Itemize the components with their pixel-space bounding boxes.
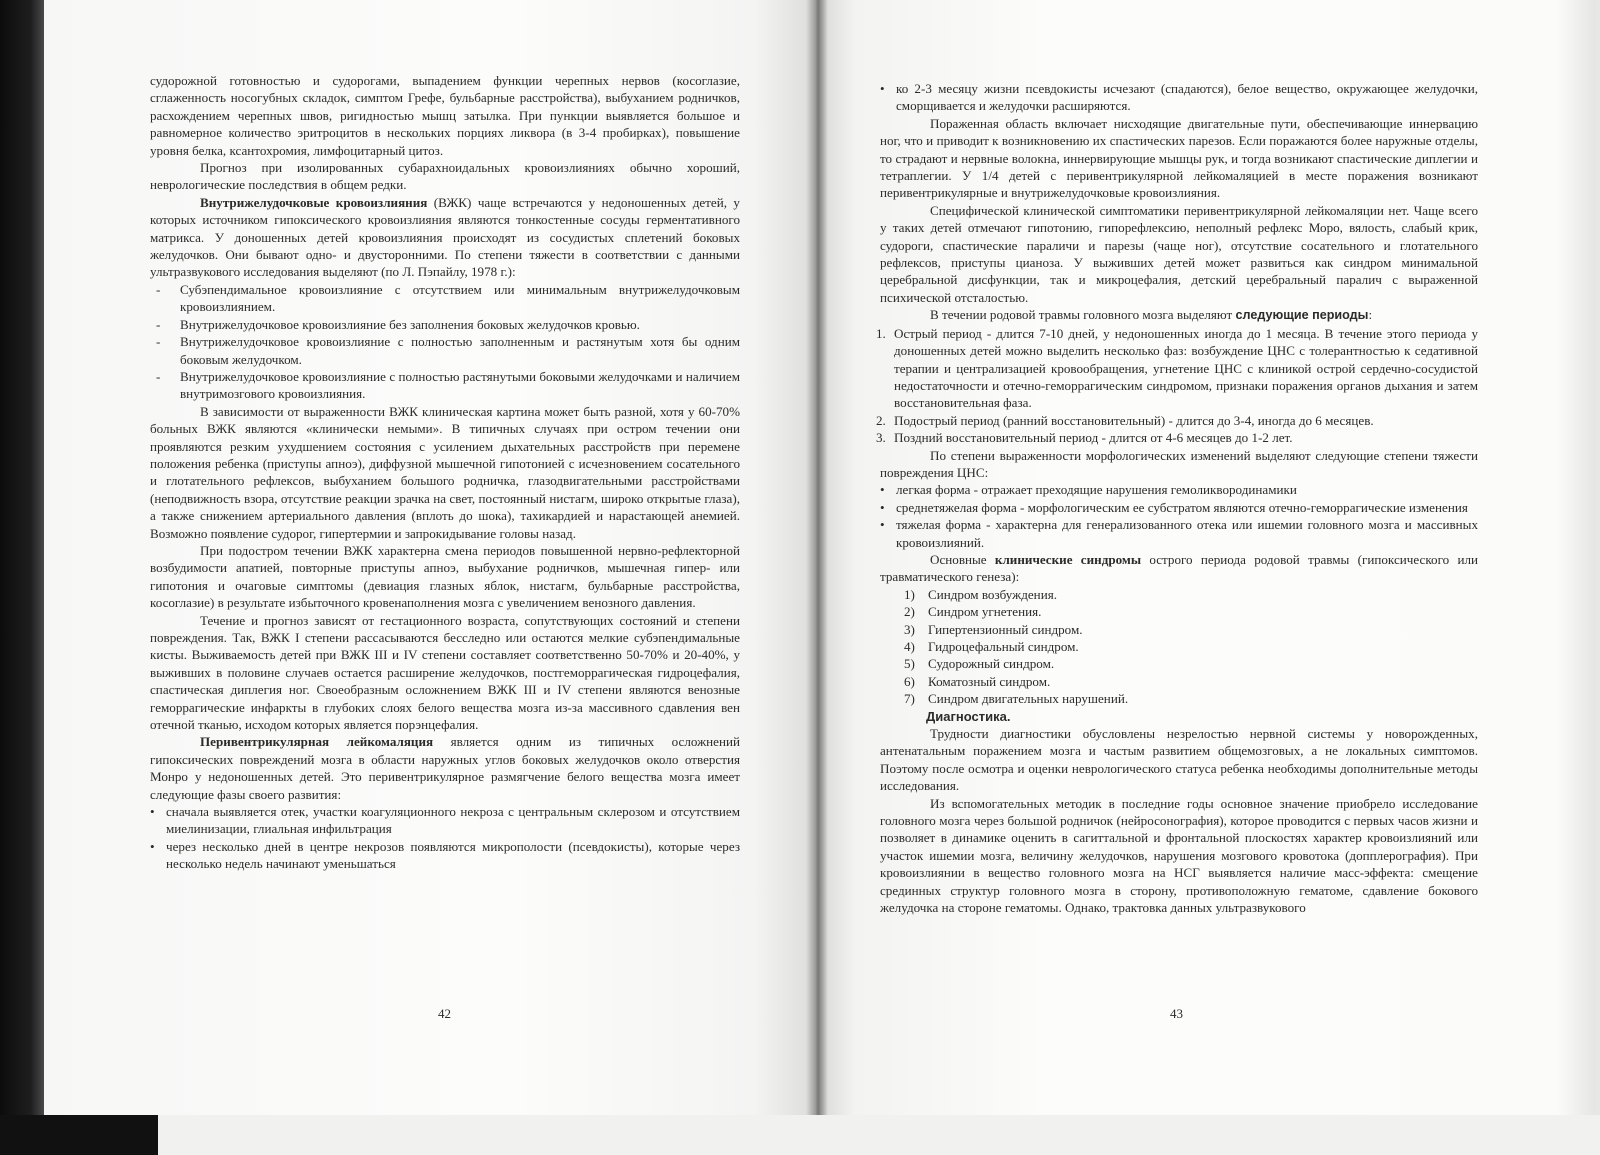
list-item: • через несколько дней в центре некрозов появляются микрополости (псевдокисты), которые через несколько недель начинают уменьшаться xyxy=(150,838,740,872)
list-item: 7) Синдром двигательных нарушений. xyxy=(904,691,1129,707)
term-heading: Внутрижелудочковые кровоизлияния xyxy=(200,194,428,210)
pvl-phase-list-continued xyxy=(880,80,1478,115)
term-heading: Перивентрикулярная лейкомаляция xyxy=(200,734,434,750)
list-item: 4) Гидроцефальный синдром. xyxy=(904,639,1079,654)
list-item: • сначала выявляется отек, участки коагуляционного некроза с центральным склерозом и отсутствием миелинизации, глиальная инфильтрация xyxy=(150,804,740,837)
list-item: • легкая форма - отражает преходящие нарушения гемоликвородинамики xyxy=(880,482,1297,498)
list-item: - Субэпендимальное кровоизлияние с отсутствием или минимальным внутрижелудочковым кровоизлиянием. xyxy=(156,281,740,315)
list-item: 5) Судорожный синдром. xyxy=(904,656,1055,672)
paragraph: Из вспомогательных методик в последние годы основное значение приобрело исследование головного мозга через большой родничок (нейросонография), которое проводится с первых часов жизни и позволяет в динамике оценить в сагиттальной и фронтальной плоскостях характер кровоизлияний или участок ишемии мозга, величину желудочков, нарушения мозгового кровотока (допплерография). При кровоизлиянии в вещество головного мозга на НСГ выявляется наличие масс-эффекта: смещение срединных структур головного мозга в сторону, противоположную гематоме, сдавление бокового желудочка на стороне гематомы. Однако, трактовка данных ультразвукового xyxy=(880,795,1478,916)
right-page-text xyxy=(876,80,1478,917)
page-number: 43 xyxy=(1170,1006,1183,1021)
paragraph: Перивентрикулярная лейкомаляция является одним из типичных осложнений гипоксических повреждений мозга в области наружных углов боковых желудочков около отверстия Монро у недоношенных детей. Это перивентрикулярное размягчение белого вещества мозга имеет следующие фазы своего развития: xyxy=(150,734,740,802)
left-page-text xyxy=(150,72,740,873)
paragraph: При подостром течении ВЖК характерна смена периодов повышенной нервно-рефлекторной возбудимости апатией, повторные приступы апноэ, выбухание родничков, мышечная гипер- или гипотония и очаговые симптомы (девиация глазных яблок, нистагм, бульбарные расстройства, косоглазие) в результате избыточного кровенаполнения мозга с увеличением венозного давления. xyxy=(150,542,740,611)
list-item: - Внутрижелудочковое кровоизлияние с полностью растянутыми боковыми желудочками и наличием внутримозгового кровоизлияния. xyxy=(156,368,740,402)
scan-dark-corner xyxy=(0,1115,158,1155)
list-item: - Внутрижелудочковое кровоизлияние без заполнения боковых желудочков кровью. xyxy=(156,316,640,332)
paragraph: В течении родовой травмы головного мозга выделяют следующие периоды: xyxy=(930,307,1373,323)
book-spine-shadow xyxy=(806,0,828,1115)
section-heading: Диагностика. xyxy=(926,708,1011,724)
paragraph: Течение и прогноз зависят от гестационного возраста, сопутствующих состояний и степени повреждения. Так, ВЖК I степени рассасываются бесследно или остаются мелкие субэпендимальные кисты. Выживаемость детей при ВЖК III и IV степени составляет соответственно 50-70% и 20-40%, у выживших в половине случаев остается расширение желудочков, постгеморрагическая гидроцефалия, спастическая диплегия ног. Своеобразным осложнением ВЖК III и IV степени являются венозные геморрагические инфаркты в глубоких слоях белого вещества мозга из-за массивного сдавления вен отечной тканью, исходом которых является порэнцефалия. xyxy=(150,612,740,733)
list-item: - Внутрижелудочковое кровоизлияние с полностью заполненным и растянутым хотя бы одним боковым желудочком. xyxy=(156,334,740,367)
left-page xyxy=(44,0,816,1115)
paragraph: Внутрижелудочковые кровоизлияния (ВЖК) чаще встречаются у недоношенных детей, у которых источником гипоксического кровоизлияния являются тонкостенные сосуды герментативного матрикса. У доношенных детей кровоизлияния происходят из сосудистых сплетений боковых желудочков. Они бывают одно- и двусторонними. По степени тяжести в соответствии с данными ультразвукового исследования выделяют (по Л. Пэпайлу, 1978 г.): xyxy=(150,194,740,280)
paragraph: По степени выраженности морфологических изменений выделяют следующие степени тяжести повреждения ЦНС: xyxy=(880,447,1478,480)
list-item: • ко 2-3 месяцу жизни псевдокисты исчезают (спадаются), белое вещество, окружающее желудочки, сморщивается и желудочки расширяются. xyxy=(880,81,1478,114)
severity-list xyxy=(880,481,1478,551)
scan-bottom-margin xyxy=(158,1115,1600,1155)
paragraph: В зависимости от выраженности ВЖК клиническая картина может быть разной, хотя у 60-70% больных ВЖК являются «клинически немыми». В типичных случаях при остром течении они проявляются резким ухудшением состояния с усилением дыхательных расстройств при перемене положения ребенка (приступы апноэ), диффузной мышечной гипотонией с исчезновением сосательного и глотательного рефлексов, выбуханием большого родничка, глазодвигательными расстройствами (неподвижность взора, отсутствие реакции зрачка на свет, постоянный нистагм, широко открытые глаза), а также снижением артериального давления (вплоть до шока), тахикардией и нарастающей анемией. Возможно появление судорог, гипертермии и запрокидывание головы назад. xyxy=(150,403,740,541)
pvl-phase-list xyxy=(150,803,740,873)
scan-dark-edge xyxy=(0,0,44,1155)
list-item: 3. Поздний восстановительный период - длится от 4-6 месяцев до 1-2 лет. xyxy=(876,430,1293,446)
right-page xyxy=(816,0,1596,1115)
paragraph: судорожной готовностью и судорогами, выпадением функции черепных нервов (косоглазие, сглаженность носогубных складок, симптом Грефе, бульбарные расстройства), выбуханием родничков, расхождением черепных швов, ригидностью мышц затылка. При пункции выявляется большое и равномерное количество эритроцитов в нескольких порциях ликвора (в 3-4 пробирках), повышение уровня белка, ксантохромия, лимфоцитарный цитоз. xyxy=(150,73,740,158)
period-list xyxy=(876,325,1478,447)
paragraph: Трудности диагностики обусловлены незрелостью нервной системы у новорожденных, антенатальным поражением мозга и частым развитием общемозговых, а не локальных симптомов. Поэтому после осмотра и оценки неврологического статуса ребенка необходимы дополнительные методы исследования. xyxy=(880,726,1478,794)
list-item: 2) Синдром угнетения. xyxy=(904,604,1042,620)
list-item: • среднетяжелая форма - морфологическим ее субстратом являются отечно-геморрагические изменения xyxy=(880,499,1468,515)
paragraph: Специфической клинической симптоматики перивентрикулярной лейкомаляции нет. Чаще всего у таких детей отмечают гипотонию, гипорефлексию, неполный рефлекс Моро, вялость, слабый крик, судороги, спастические параличи и парезы (чаще ног), отсутствие сосательного и глотательного рефлексов, приступы цианоза. У выживших детей может развиться как синдром минимальной церебральной дисфункции, так и микроцефалия, детский церебральный паралич с выраженной психической отсталостью. xyxy=(880,202,1478,305)
paragraph: Прогноз при изолированных субарахноидальных кровоизлияниях обычно хороший, неврологические последствия в общем редки. xyxy=(150,160,740,193)
paragraph: Пораженная область включает нисходящие двигательные пути, обеспечивающие иннервацию ног, что и приводит к возникновению их спастических парезов. Если поражаются более наружные отделы, то страдают и нервные волокна, иннервирующие мышцы рук, и тогда возникают спастические диплегии и тетраплегии. У 1/4 детей с перивентрикулярной лейкомаляцией в месте поражения возникают перивентрикулярные и внутрижелудочковые кровоизлияния. xyxy=(880,115,1478,201)
page-number: 42 xyxy=(438,1006,451,1021)
list-item: • тяжелая форма - характерна для генерализованного отека или ишемии головного мозга и массивных кровоизлияний. xyxy=(880,517,1478,550)
ivh-grade-list xyxy=(150,281,740,403)
list-item: 2. Подострый период (ранний восстановительный) - длится до 3-4, иногда до 6 месяцев. xyxy=(876,412,1374,428)
term-heading: клинические синдромы xyxy=(994,551,1142,567)
list-item: 3) Гипертензионный синдром. xyxy=(904,621,1083,637)
list-item: 1) Синдром возбуждения. xyxy=(904,586,1057,602)
list-item: 6) Коматозный синдром. xyxy=(904,673,1051,689)
paragraph: Основные клинические синдромы острого периода родовой травмы (гипоксического или травматического генеза): xyxy=(880,551,1478,585)
list-item: 1. Острый период - длится 7-10 дней, у недоношенных иногда до 1 месяца. В течение этого периода у доношенных детей можно выделить несколько фаз: возбуждение ЦНС с толерантностью к седативной терапии и централизацией кровообращения, угнетение ЦНС с клиникой острой сердечно-сосудистой недостаточности и отечно-геморрагическим синдромом, признаки поражения органов дыхания и затем восстановительная фаза. xyxy=(876,325,1478,411)
syndrome-list xyxy=(880,586,1478,708)
